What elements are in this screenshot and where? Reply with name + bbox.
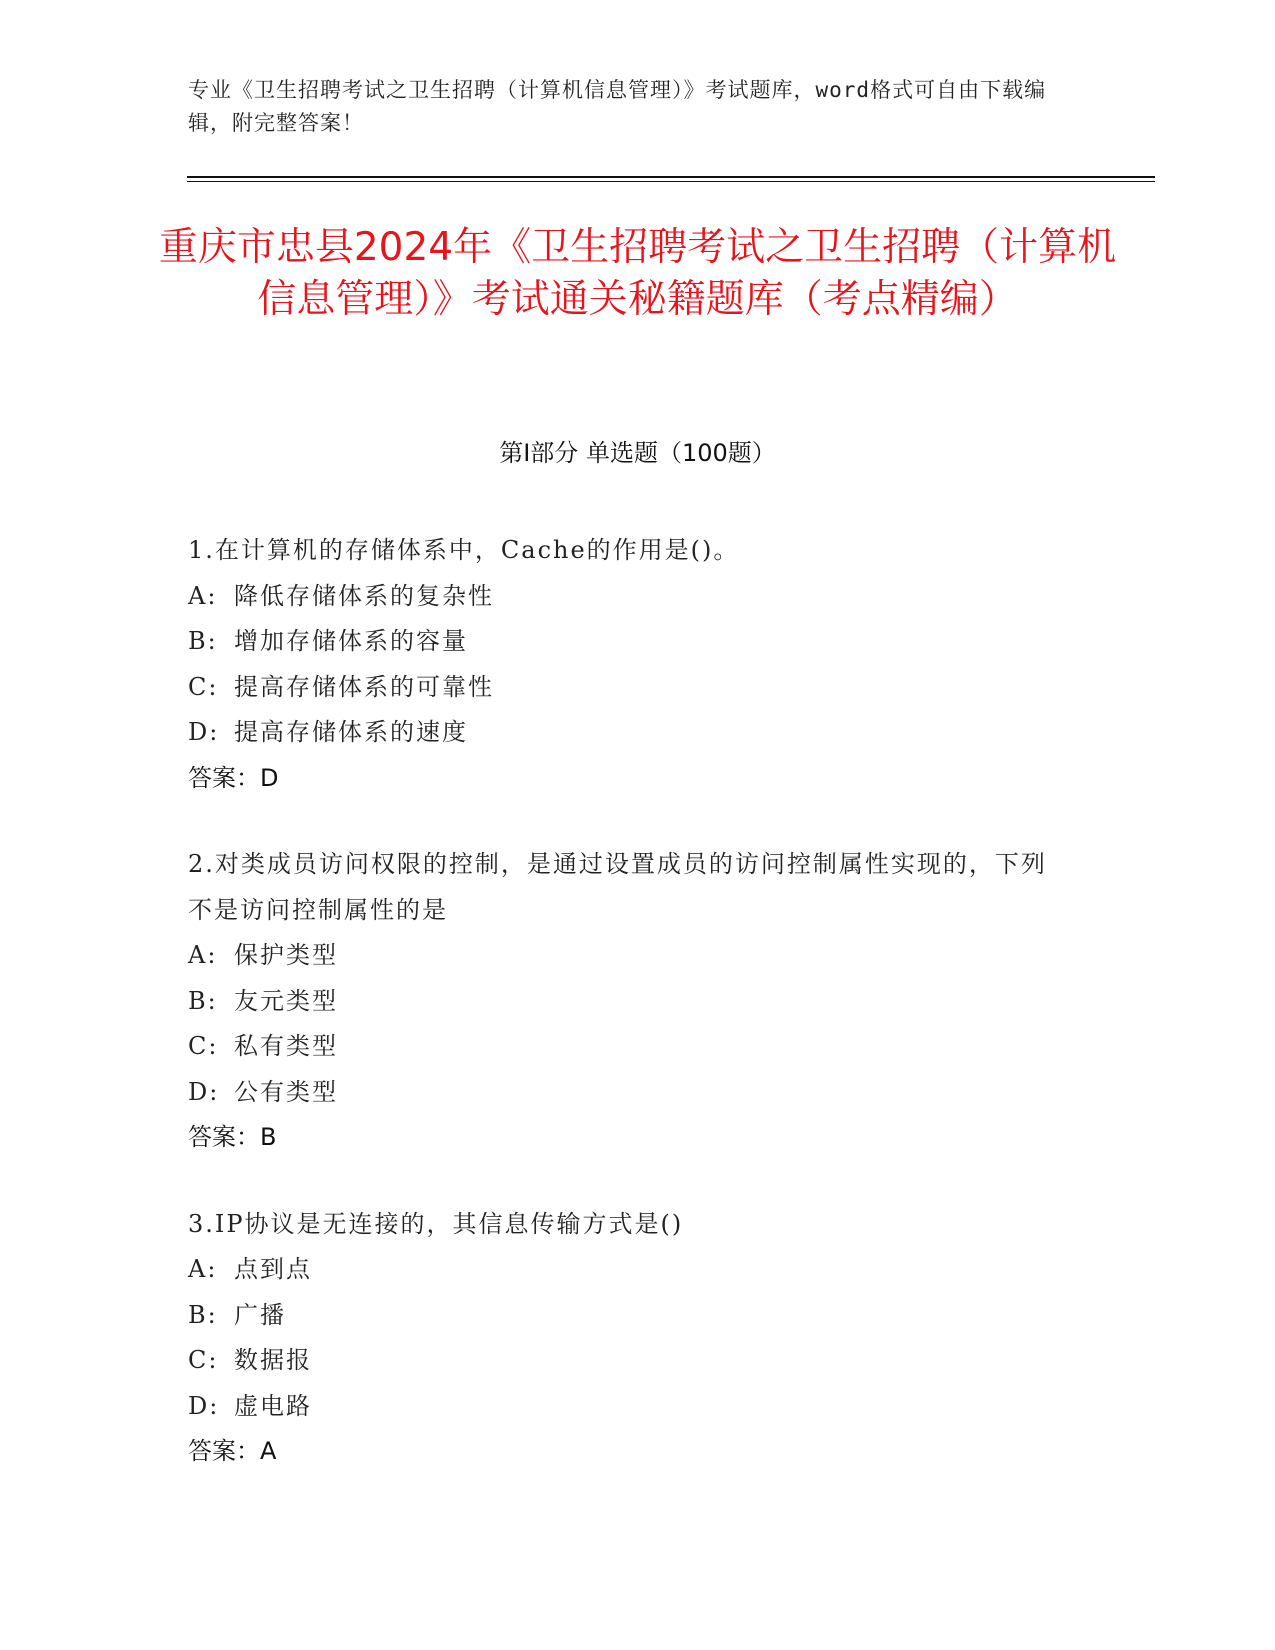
answer-label: 答案： [188, 763, 260, 792]
option-letter: B: [188, 986, 218, 1015]
option-letter: A: [188, 941, 218, 969]
option-text: 点到点 [234, 1255, 312, 1283]
option-d [188, 710, 1068, 756]
question-list [188, 528, 1068, 1516]
question-stem: 2.对类成员访问权限的控制，是通过设置成员的访问控制属性实现的，下列不是访问控制属性的是 [188, 850, 1047, 924]
answer-label: 答案： [188, 1123, 260, 1151]
answer-value: A [260, 1437, 277, 1465]
answer-label: 答案： [188, 1437, 260, 1465]
option-letter: D: [188, 718, 220, 746]
question-stem: 3.IP协议是无连接的，其信息传输方式是() [188, 1209, 684, 1238]
option-text: 友元类型 [234, 986, 338, 1015]
option-b [188, 979, 1068, 1025]
answer-value: B [260, 1123, 277, 1151]
option-a [188, 574, 1068, 620]
option-text: 广播 [234, 1300, 286, 1329]
option-letter: C: [188, 1032, 219, 1060]
option-text: 公有类型 [234, 1077, 338, 1106]
option-d [188, 1070, 1068, 1116]
option-text: 保护类型 [234, 941, 338, 969]
option-text: 提高存储体系的速度 [234, 718, 468, 746]
option-b [188, 1293, 1068, 1339]
option-c [188, 1338, 1068, 1384]
section-heading: 第I部分 单选题（100题） [499, 439, 776, 467]
document-title: 重庆市忠县2024年《卫生招聘考试之卫生招聘（计算机信息管理）》考试通关秘籍题库（考点精编） [158, 225, 1117, 322]
question-1 [188, 528, 1068, 801]
question-3 [188, 1202, 1068, 1475]
option-d [188, 1384, 1068, 1430]
option-text: 提高存储体系的可靠性 [234, 672, 494, 701]
answer-line [188, 756, 1068, 802]
option-letter: A: [188, 1255, 218, 1283]
option-a [188, 933, 1068, 979]
answer-value: D [260, 763, 279, 792]
option-text: 数据报 [234, 1346, 312, 1374]
option-letter: C: [188, 672, 219, 701]
option-letter: D: [188, 1077, 220, 1106]
option-b [188, 619, 1068, 665]
option-c [188, 665, 1068, 711]
option-text: 增加存储体系的容量 [234, 627, 468, 655]
option-text: 降低存储体系的复杂性 [234, 581, 494, 610]
option-text: 虚电路 [234, 1391, 312, 1420]
answer-line [188, 1115, 1068, 1161]
option-letter: B: [188, 627, 218, 655]
option-letter: D: [188, 1391, 220, 1420]
option-letter: C: [188, 1346, 219, 1374]
option-c [188, 1024, 1068, 1070]
header-note: 专业《卫生招聘考试之卫生招聘（计算机信息管理）》考试题库，word格式可自由下载编辑，附完整答案！ [188, 78, 1047, 135]
option-a [188, 1247, 1068, 1293]
question-2 [188, 842, 1068, 1161]
option-text: 私有类型 [234, 1032, 338, 1060]
option-letter: A: [188, 581, 218, 610]
header-rule-thin [187, 181, 1155, 182]
option-letter: B: [188, 1300, 218, 1329]
answer-line [188, 1429, 1068, 1475]
header-rule-thick [187, 176, 1155, 178]
question-stem: 1.在计算机的存储体系中，Cache的作用是()。 [188, 536, 740, 564]
